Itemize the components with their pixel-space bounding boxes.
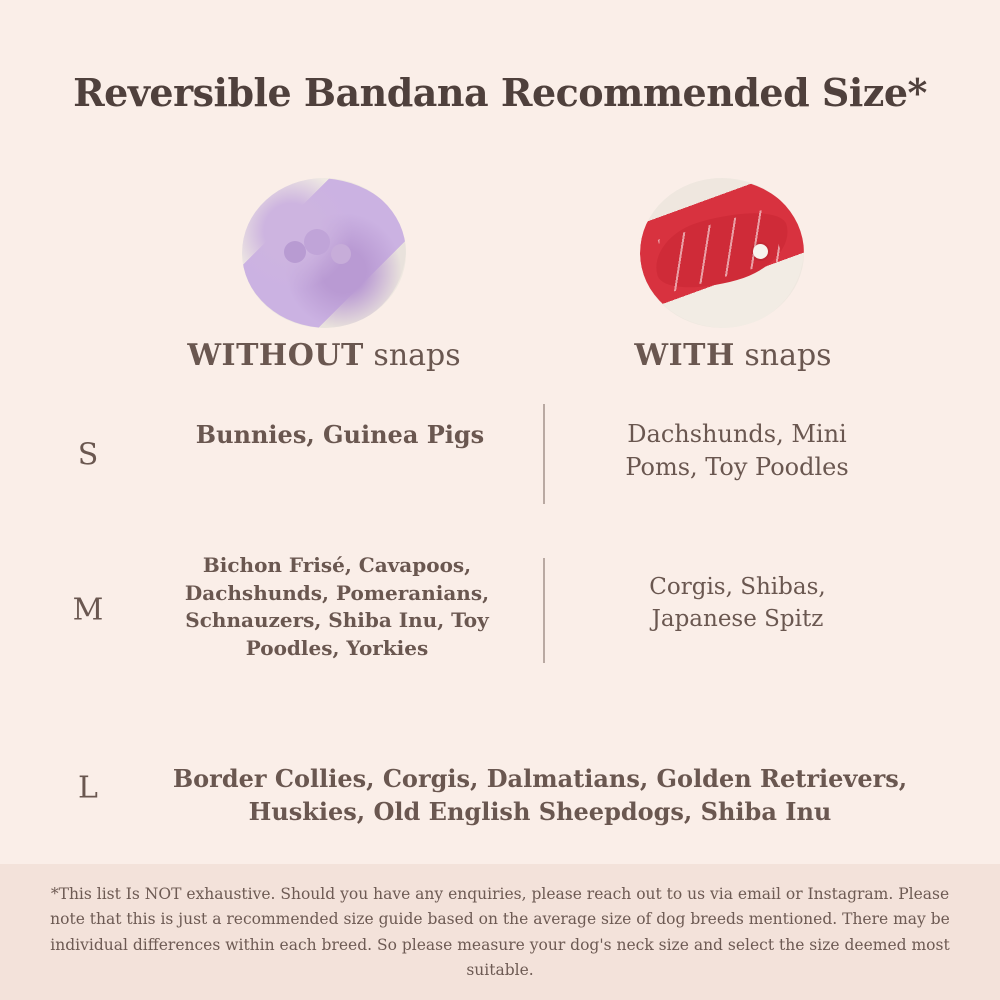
cell-s-without-snaps: Bunnies, Guinea Pigs [195, 420, 485, 449]
column-header-without-snaps-suffix: snaps [363, 338, 461, 373]
lilac-bandana-photo [242, 178, 406, 328]
column-header-with-snaps-suffix: snaps [734, 338, 832, 373]
scalloped-frame-left [242, 178, 406, 328]
cell-s-with-snaps: Dachshunds, Mini Poms, Toy Poodles [625, 420, 849, 482]
without-snaps-product-image [242, 178, 406, 328]
cell-l-all-breeds: Border Collies, Corgis, Dalmatians, Golden Retrievers, Huskies, Old English Sheepdogs, Shiba Inu [172, 764, 908, 827]
column-header-without-snaps [187, 338, 460, 373]
scalloped-frame-right [640, 178, 804, 328]
page-title: Reversible Bandana Recommended Size* [73, 70, 927, 115]
column-header-with-snaps [634, 338, 831, 373]
image-inner-left [242, 178, 406, 328]
column-divider-small [543, 404, 545, 504]
column-divider-medium [543, 558, 545, 663]
snap-button-icon [753, 244, 768, 259]
size-label-m: M [72, 592, 104, 628]
with-snaps-product-image [640, 178, 804, 328]
column-header-with-snaps-prefix: WITH [634, 338, 735, 373]
footer-disclaimer: *This list Is NOT exhaustive. Should you have any enquiries, please reach out to us via email or Instagram. Please note that this is just a recommended size guide based on the average size of dog breeds mentioned. There may be individual differences within each breed. So please measure your dog's neck size and select the size deemed most suitable. [0, 864, 1000, 1000]
size-label-s: S [77, 437, 99, 473]
size-label-l: L [78, 770, 98, 806]
cell-m-with-snaps: Corgis, Shibas, Japanese Spitz [649, 574, 826, 632]
image-inner-right [640, 178, 804, 328]
cell-m-without-snaps: Bichon Frisé, Cavapoos, Dachshunds, Pomeranians, Schnauzers, Shiba Inu, Toy Poodles, Yorkies [184, 553, 490, 660]
column-header-without-snaps-prefix: WITHOUT [187, 338, 364, 373]
